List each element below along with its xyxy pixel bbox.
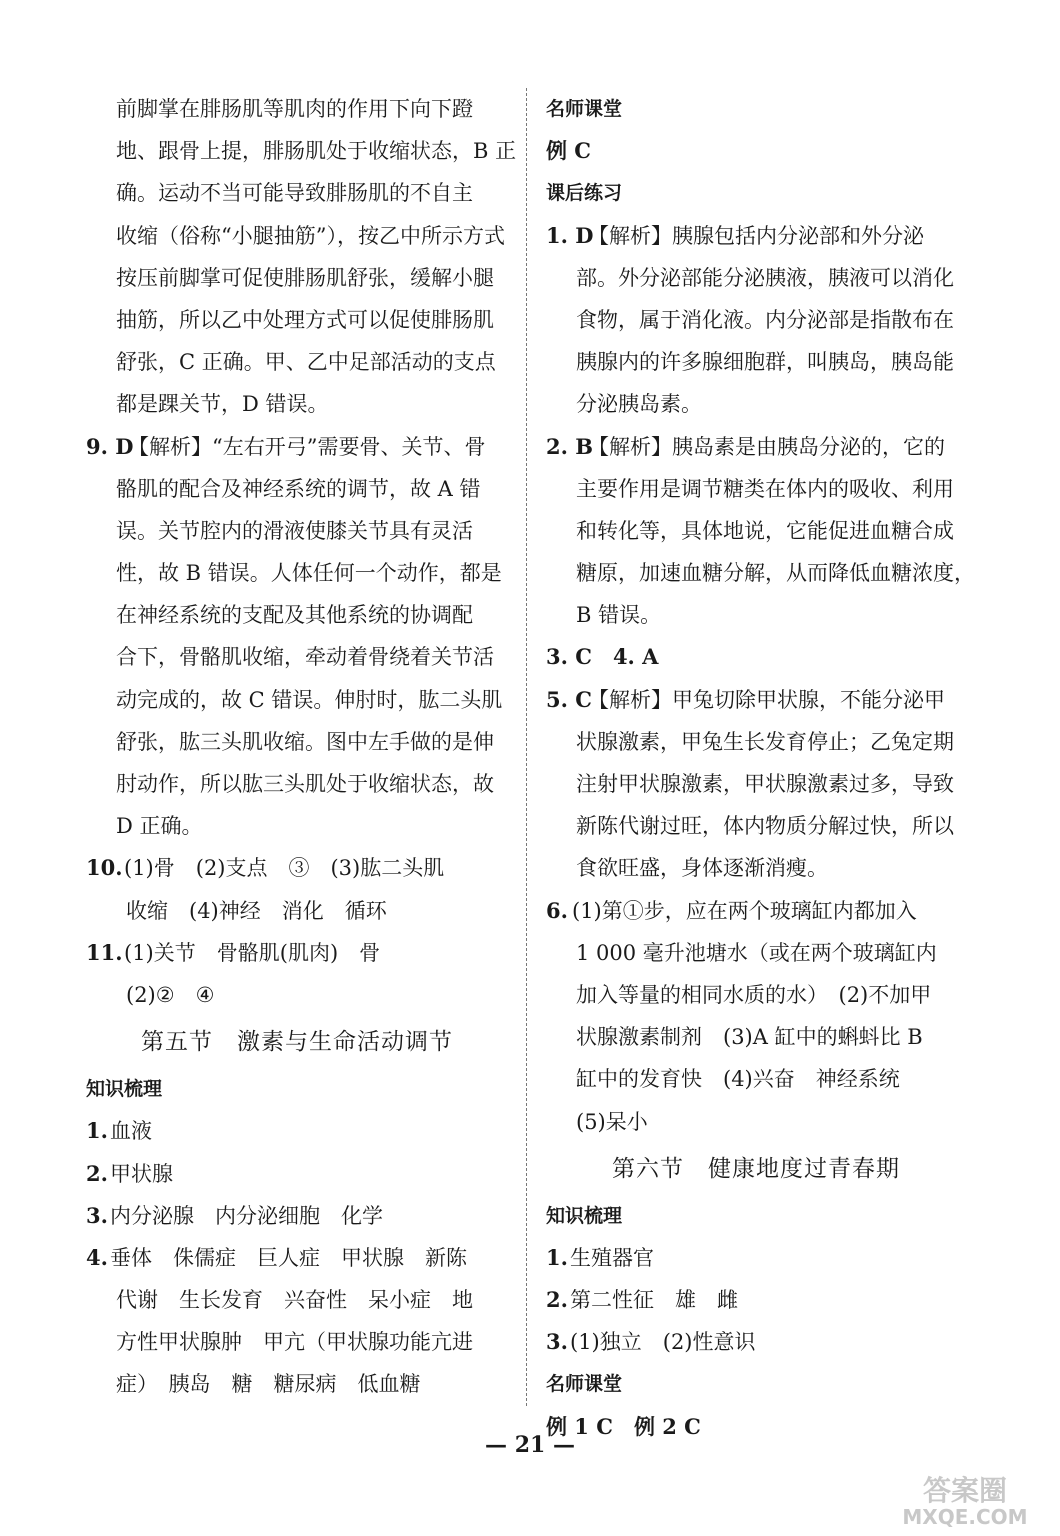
knowledge-item [86, 1237, 508, 1279]
watermark-logo [880, 1470, 1050, 1530]
answer-9-first-line [86, 426, 508, 468]
text-line: B 错误。 [576, 603, 662, 628]
knowledge-item [86, 1153, 508, 1195]
answer-number: 11. [86, 939, 123, 965]
item-text: 甲状腺 [110, 1161, 173, 1186]
item-number: 3. [86, 1202, 108, 1228]
answer-6 [546, 890, 966, 1143]
item-text: 生殖器官 [570, 1245, 654, 1270]
text-line: 确。运动不当可能导致腓肠肌的不自主 [116, 181, 473, 206]
item-text: 内分泌腺 内分泌细胞 化学 [110, 1203, 383, 1228]
knowledge-item [86, 1110, 508, 1152]
answer-5-first-line [546, 679, 966, 721]
item-text: 第二性征 雄 雌 [570, 1288, 738, 1313]
text-line: 舒张，C 正确。甲、乙中足部活动的支点 [116, 350, 496, 375]
text-line: 缸中的发育快 (4)兴奋 神经系统 [576, 1067, 900, 1092]
answer-number: 5. C [546, 686, 592, 712]
text-line: 误。关节腔内的滑液使膝关节具有灵活 [116, 518, 473, 543]
answer-text: (1)关节 骨骼肌(肌肉) 骨 [124, 940, 381, 965]
answers-3-4: 3. C 4. A [546, 644, 659, 670]
text-line: 注射甲状腺激素，甲状腺激素过多，导致 [576, 772, 954, 796]
text-line: 新陈代谢过旺，体内物质分解过快，所以 [576, 814, 954, 839]
item-number: 2. [546, 1287, 568, 1313]
text-line: 都是踝关节，D 错误。 [116, 392, 329, 417]
watermark-url: MXQE.COM [902, 1505, 1028, 1529]
right-column [546, 88, 975, 1448]
text-line: 合下，骨骼肌收缩，牵动着骨绕着关节活 [116, 645, 494, 670]
watermark-title: 答案圈 [922, 1474, 1008, 1507]
text-line: (5)呆小 [576, 1109, 648, 1134]
page-number: — 21 — [485, 1432, 575, 1458]
example-answers: 例 1 C 例 2 C [546, 1413, 701, 1439]
answer-2-first-line [546, 426, 966, 468]
answer-11-first-line [86, 932, 508, 974]
text-line: 骼肌的配合及神经系统的调节，故 A 错 [116, 476, 481, 501]
knowledge-heading: 知识梳理 [86, 1078, 163, 1101]
answer-8-continued [86, 88, 517, 426]
text-line: 收缩 (4)神经 消化 循环 [126, 898, 387, 923]
text-line: D 正确。 [116, 814, 203, 839]
text-line: 地、跟骨上提，腓肠肌处于收缩状态，B 正 [116, 139, 517, 164]
section-6-title: 第六节 健康地度过青春期 [612, 1155, 900, 1182]
left-column [86, 88, 517, 1406]
text-line: 状腺激素制剂 (3)A 缸中的蝌蚪比 B [576, 1025, 923, 1050]
text-line: 食物，属于消化液。内分泌部是指散布在 [576, 307, 954, 332]
knowledge-item [546, 1237, 966, 1279]
answer-number: 1. D [546, 222, 594, 248]
example-answer: 例 C [546, 138, 592, 164]
text-line: 按压前脚掌可促使腓肠肌舒张，缓解小腿 [116, 265, 494, 290]
item-number: 4. [86, 1244, 108, 1270]
answer-text: 【解析】甲兔切除甲状腺，不能分泌甲 [588, 687, 945, 712]
knowledge-item [546, 1321, 966, 1363]
item-text: 血液 [110, 1119, 152, 1144]
teacher-class-heading-2: 名师课堂 [546, 1373, 623, 1396]
answer-text: (1)骨 (2)支点 ③ (3)肱二头肌 [124, 856, 445, 881]
text-line: 性，故 B 错误。人体任何一个动作，都是 [116, 561, 502, 586]
item-number: 3. [546, 1329, 568, 1355]
teacher-class-heading: 名师课堂 [546, 98, 623, 120]
answer-1-first-line [546, 215, 966, 257]
text-line: 糖原，加速血糖分解，从而降低血糖浓度， [576, 561, 975, 586]
answer-9 [86, 426, 508, 848]
answer-10 [86, 847, 508, 931]
text-line: 抽筋，所以乙中处理方式可以促使腓肠肌 [116, 307, 494, 332]
item-number: 1. [546, 1244, 568, 1270]
answer-text: 【解析】胰腺包括内分泌部和外分泌 [588, 223, 924, 248]
text-line: 胰腺内的许多腺细胞群，叫胰岛，胰岛能 [576, 350, 954, 375]
item-text: 垂体 侏儒症 巨人症 甲状腺 新陈 [110, 1245, 467, 1270]
text-line: 1 000 毫升池塘水（或在两个玻璃缸内 [576, 940, 937, 965]
text-line: 症） 胰岛 糖 糖尿病 低血糖 [116, 1372, 421, 1397]
text-line: 加入等量的相同水质的水） (2)不加甲 [576, 982, 932, 1007]
text-line: 方性甲状腺肿 甲亢（甲状腺功能亢进 [116, 1330, 473, 1355]
text-line: 主要作用是调节糖类在体内的吸收、利用 [576, 476, 954, 501]
item-number: 1. [86, 1118, 108, 1144]
answer-number: 9. D [86, 433, 134, 459]
text-line: 肘动作，所以肱三头肌处于收缩状态，故 [116, 772, 494, 796]
after-class-heading: 课后练习 [546, 182, 623, 205]
text-line: 食欲旺盛，身体逐渐消瘦。 [576, 856, 828, 881]
answer-6-first-line [546, 890, 966, 932]
section-5-title: 第五节 激素与生命活动调节 [141, 1029, 453, 1056]
text-line: 状腺激素，甲兔生长发育停止；乙兔定期 [576, 729, 954, 754]
text-line: 收缩（俗称“小腿抽筋”），按乙中所示方式 [116, 223, 505, 248]
text-line: 代谢 生长发育 兴奋性 呆小症 地 [116, 1288, 473, 1313]
text-line: 在神经系统的支配及其他系统的协调配 [116, 603, 473, 628]
answer-text: (1)第①步，应在两个玻璃缸内都加入 [572, 898, 917, 923]
text-line: 分泌胰岛素。 [576, 392, 702, 417]
knowledge-heading: 知识梳理 [546, 1204, 623, 1227]
answer-1 [546, 215, 966, 426]
text-line: 前脚掌在腓肠肌等肌肉的作用下向下蹬 [116, 97, 473, 121]
answer-2 [546, 426, 975, 637]
item-number: 2. [86, 1160, 108, 1186]
text-line: 舒张，肱三头肌收缩。图中左手做的是伸 [116, 729, 494, 754]
item-text: (1)独立 (2)性意识 [570, 1330, 756, 1355]
answer-text: 【解析】胰岛素是由胰岛分泌的，它的 [588, 434, 945, 459]
text-line: 和转化等，具体地说，它能促进血糖合成 [576, 518, 954, 543]
answer-10-first-line [86, 847, 508, 889]
knowledge-item [546, 1279, 966, 1321]
text-line: 动完成的，故 C 错误。伸肘时，肱二头肌 [116, 687, 503, 712]
knowledge-item [86, 1195, 508, 1237]
answer-11 [86, 932, 508, 1016]
column-divider [526, 88, 527, 1406]
answer-number: 2. B [546, 433, 593, 459]
answer-number: 10. [86, 855, 123, 881]
text-line: (2)② ④ [126, 982, 215, 1007]
answer-number: 6. [546, 897, 568, 923]
answer-text: 【解析】“左右开弓”需要骨、关节、骨 [128, 434, 486, 459]
answer-5 [546, 679, 966, 890]
text-line: 部。外分泌部能分泌胰液，胰液可以消化 [576, 265, 954, 290]
